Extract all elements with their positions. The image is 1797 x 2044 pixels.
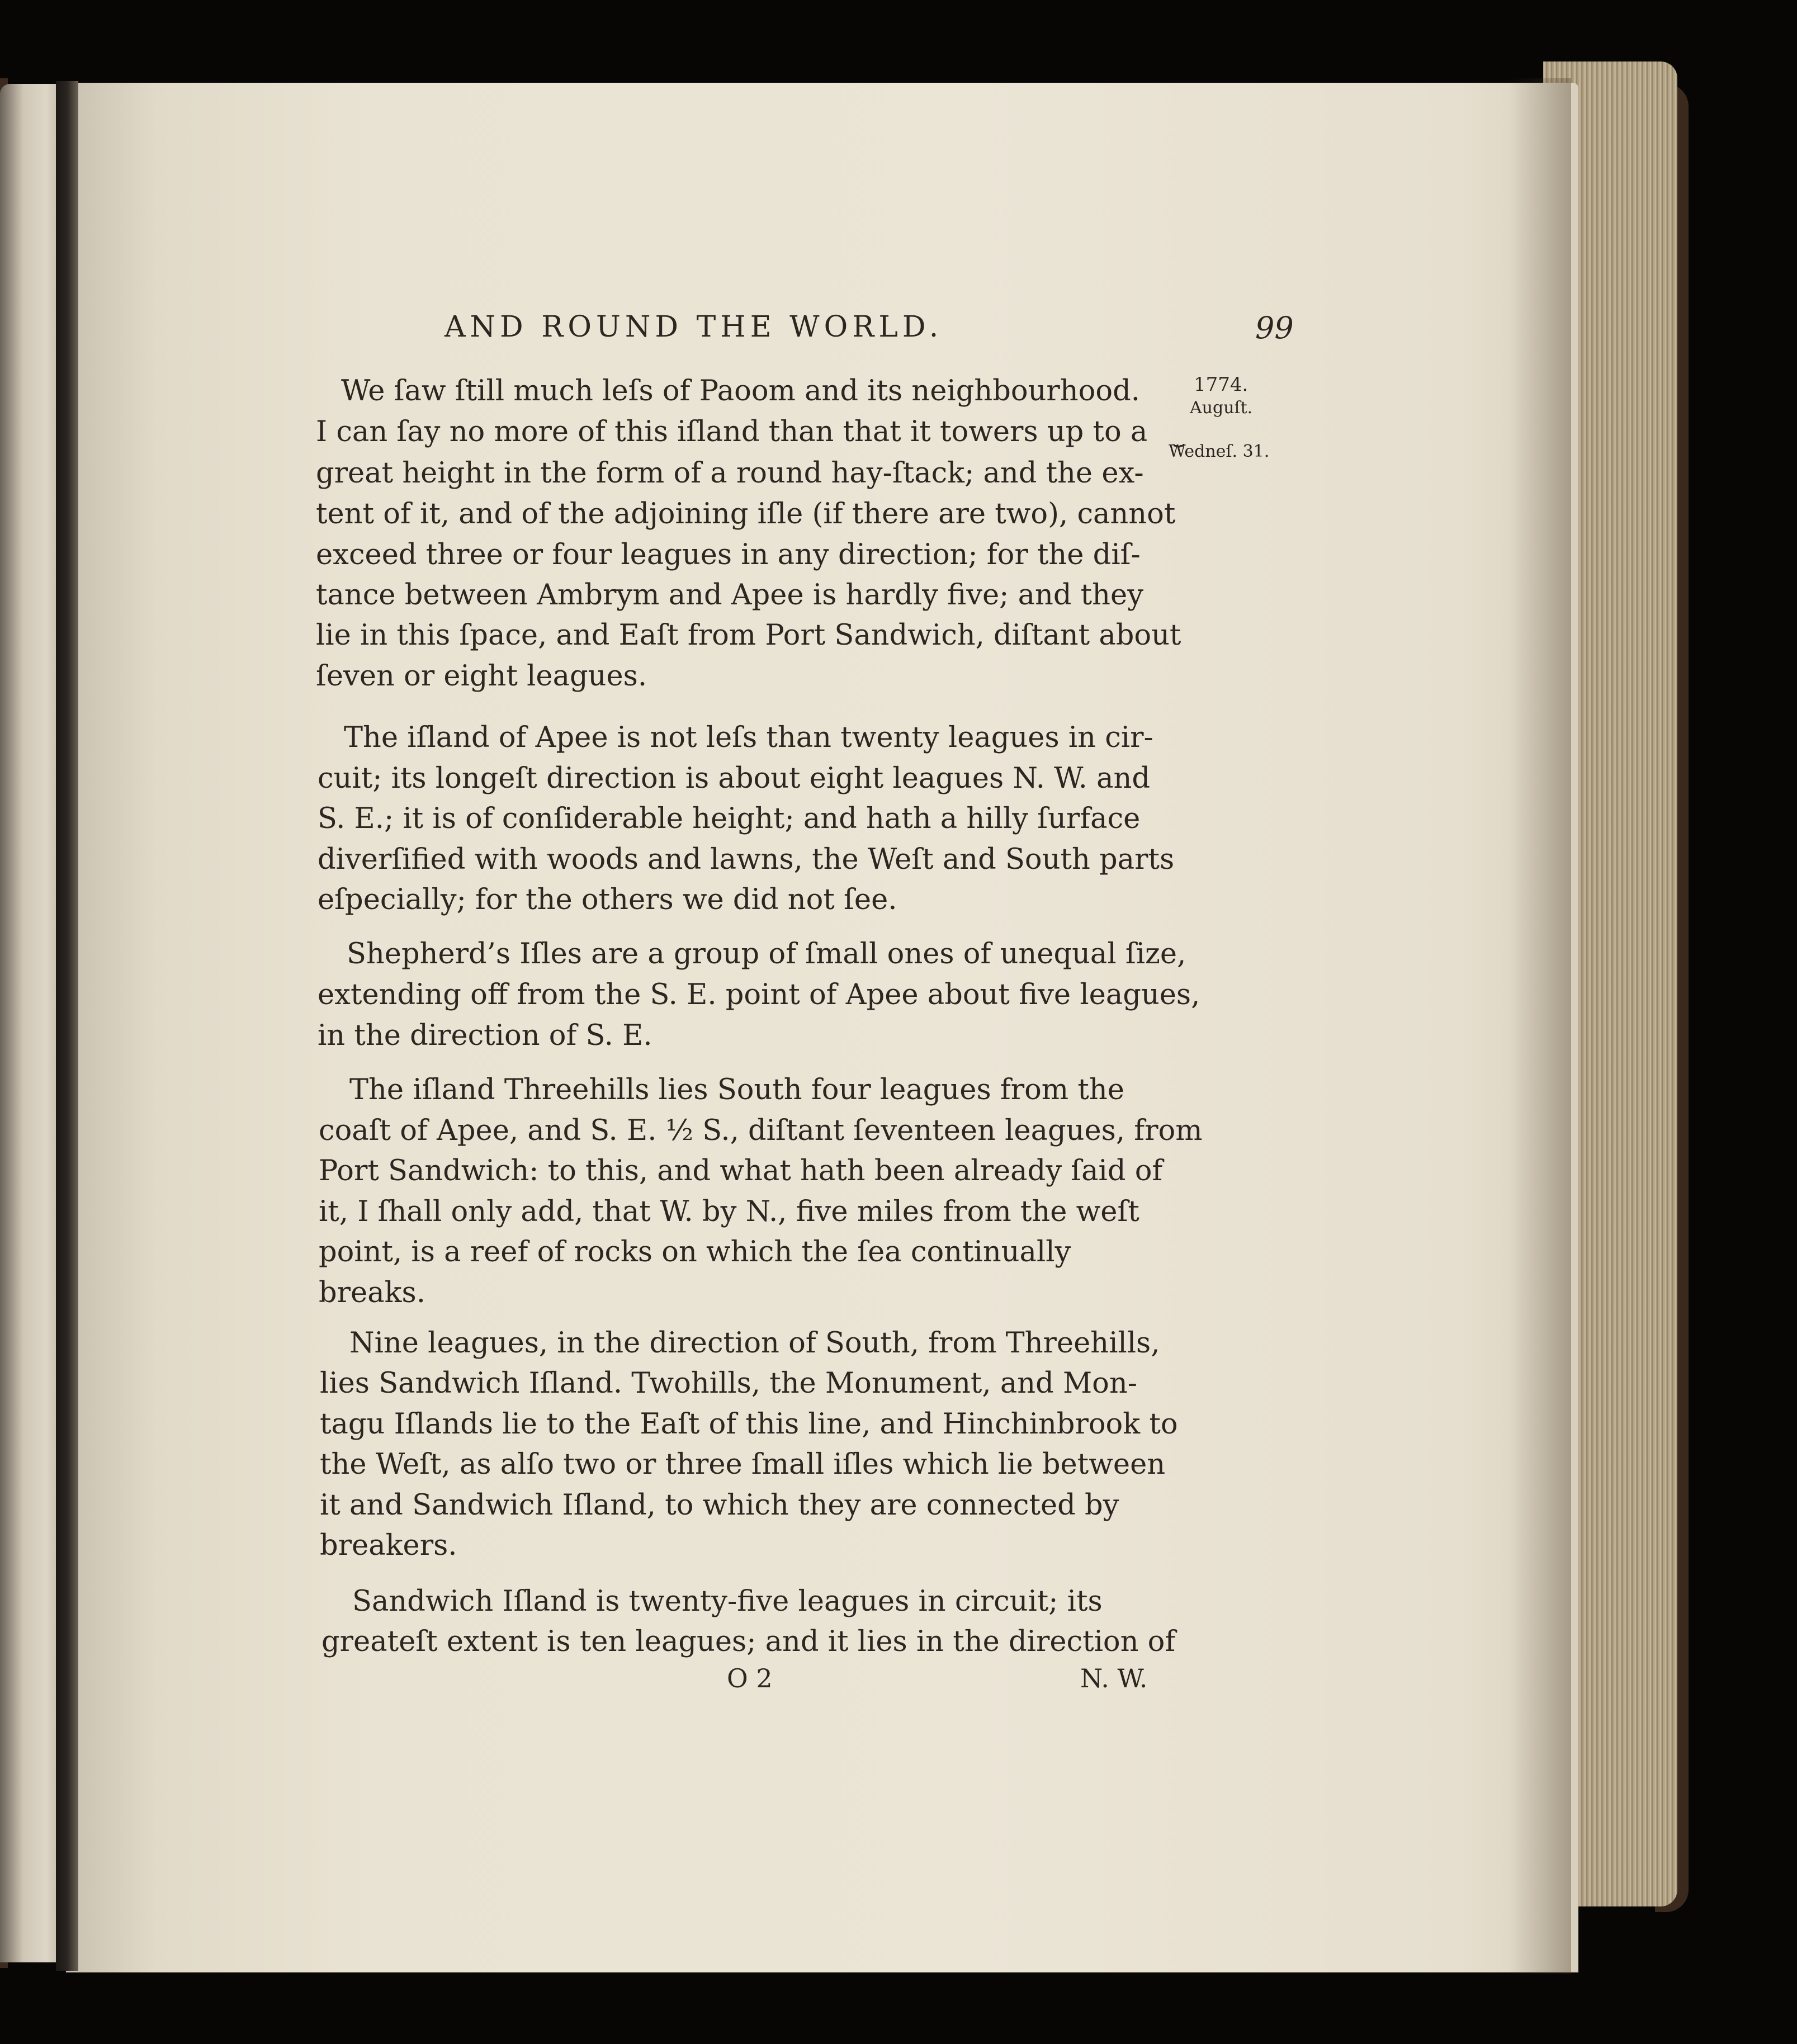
body-line: Sandwich Iſland is twenty-five leagues in circuit; its <box>352 1585 1103 1618</box>
body-line: lie in this ſpace, and Eaſt from Port Sandwich, diſtant about <box>316 619 1181 652</box>
body-line: The iſland of Apee is not leſs than twenty leagues in cir- <box>344 721 1153 754</box>
body-line: point, is a reef of rocks on which the ſea continually <box>319 1236 1071 1269</box>
body-line: diverſified with woods and lawns, the Weſt and South parts <box>318 843 1175 876</box>
body-line: S. E.; it is of conſiderable height; and hath a hilly ſurface <box>318 802 1141 835</box>
body-line: breaks. <box>319 1276 425 1309</box>
body-line: ſeven or eight leagues. <box>316 660 647 693</box>
body-line: it and Sandwich Iſland, to which they are connected by <box>320 1489 1119 1522</box>
body-line: in the direction of S. E. <box>318 1019 652 1052</box>
body-line: greateſt extent is ten leagues; and it lies in the direction of <box>321 1625 1176 1658</box>
body-line: eſpecially; for the others we did not ſee. <box>318 883 897 916</box>
margin-note-day: Wedneſ. 31. <box>1169 442 1270 461</box>
page-number: 99 <box>1255 310 1294 346</box>
body-line: Shepherd’s Iſles are a group of ſmall ones of unequal ſize, <box>347 938 1186 971</box>
page-edge-shadow <box>1510 78 1571 1974</box>
book-gutter <box>56 81 78 1971</box>
book-page <box>66 83 1578 1972</box>
body-line: tance between Ambrym and Apee is hardly five; and they <box>316 579 1144 612</box>
body-line: it, I ſhall only add, that W. by N., five miles from the weſt <box>319 1195 1139 1228</box>
body-line: cuit; its longeſt direction is about eight leagues N. W. and <box>318 762 1150 795</box>
margin-note-month: Auguſt. <box>1190 398 1253 418</box>
body-line: coaſt of Apee, and S. E. ½ S., diſtant ſeventeen leagues, from <box>319 1114 1203 1147</box>
body-line: Nine leagues, in the direction of South, from Threehills, <box>349 1327 1160 1360</box>
running-head: AND ROUND THE WORLD. <box>444 310 943 344</box>
margin-note-brace: ⏟ <box>1173 425 1185 447</box>
signature-mark: O 2 <box>727 1663 773 1693</box>
body-line: tagu Iſlands lie to the Eaſt of this line, and Hinchinbrook to <box>320 1408 1178 1441</box>
body-line: The iſland Threehills lies South four leagues from the <box>349 1073 1124 1106</box>
body-line: lies Sandwich Iſland. Twohills, the Monument, and Mon- <box>320 1367 1137 1400</box>
body-line: extending off from the S. E. point of Apee about five leagues, <box>318 978 1200 1011</box>
body-line: Port Sandwich: to this, and what hath been already ſaid of <box>319 1155 1163 1187</box>
margin-note-year: 1774. <box>1194 373 1249 396</box>
body-line: the Weſt, as alſo two or three ſmall iſles which lie between <box>320 1448 1166 1481</box>
body-line: breakers. <box>320 1529 457 1562</box>
body-line: We ſaw ſtill much leſs of Paoom and its neighbourhood. <box>341 375 1140 408</box>
body-line: exceed three or four leagues in any direction; for the diſ- <box>316 538 1141 571</box>
body-line: great height in the form of a round hay-ſtack; and the ex- <box>316 457 1144 490</box>
catchword: N. W. <box>1080 1663 1148 1693</box>
body-line: tent of it, and of the adjoining iſle (if there are two), cannot <box>316 498 1176 531</box>
body-line: I can ſay no more of this iſland than that it towers up to a <box>316 415 1148 448</box>
